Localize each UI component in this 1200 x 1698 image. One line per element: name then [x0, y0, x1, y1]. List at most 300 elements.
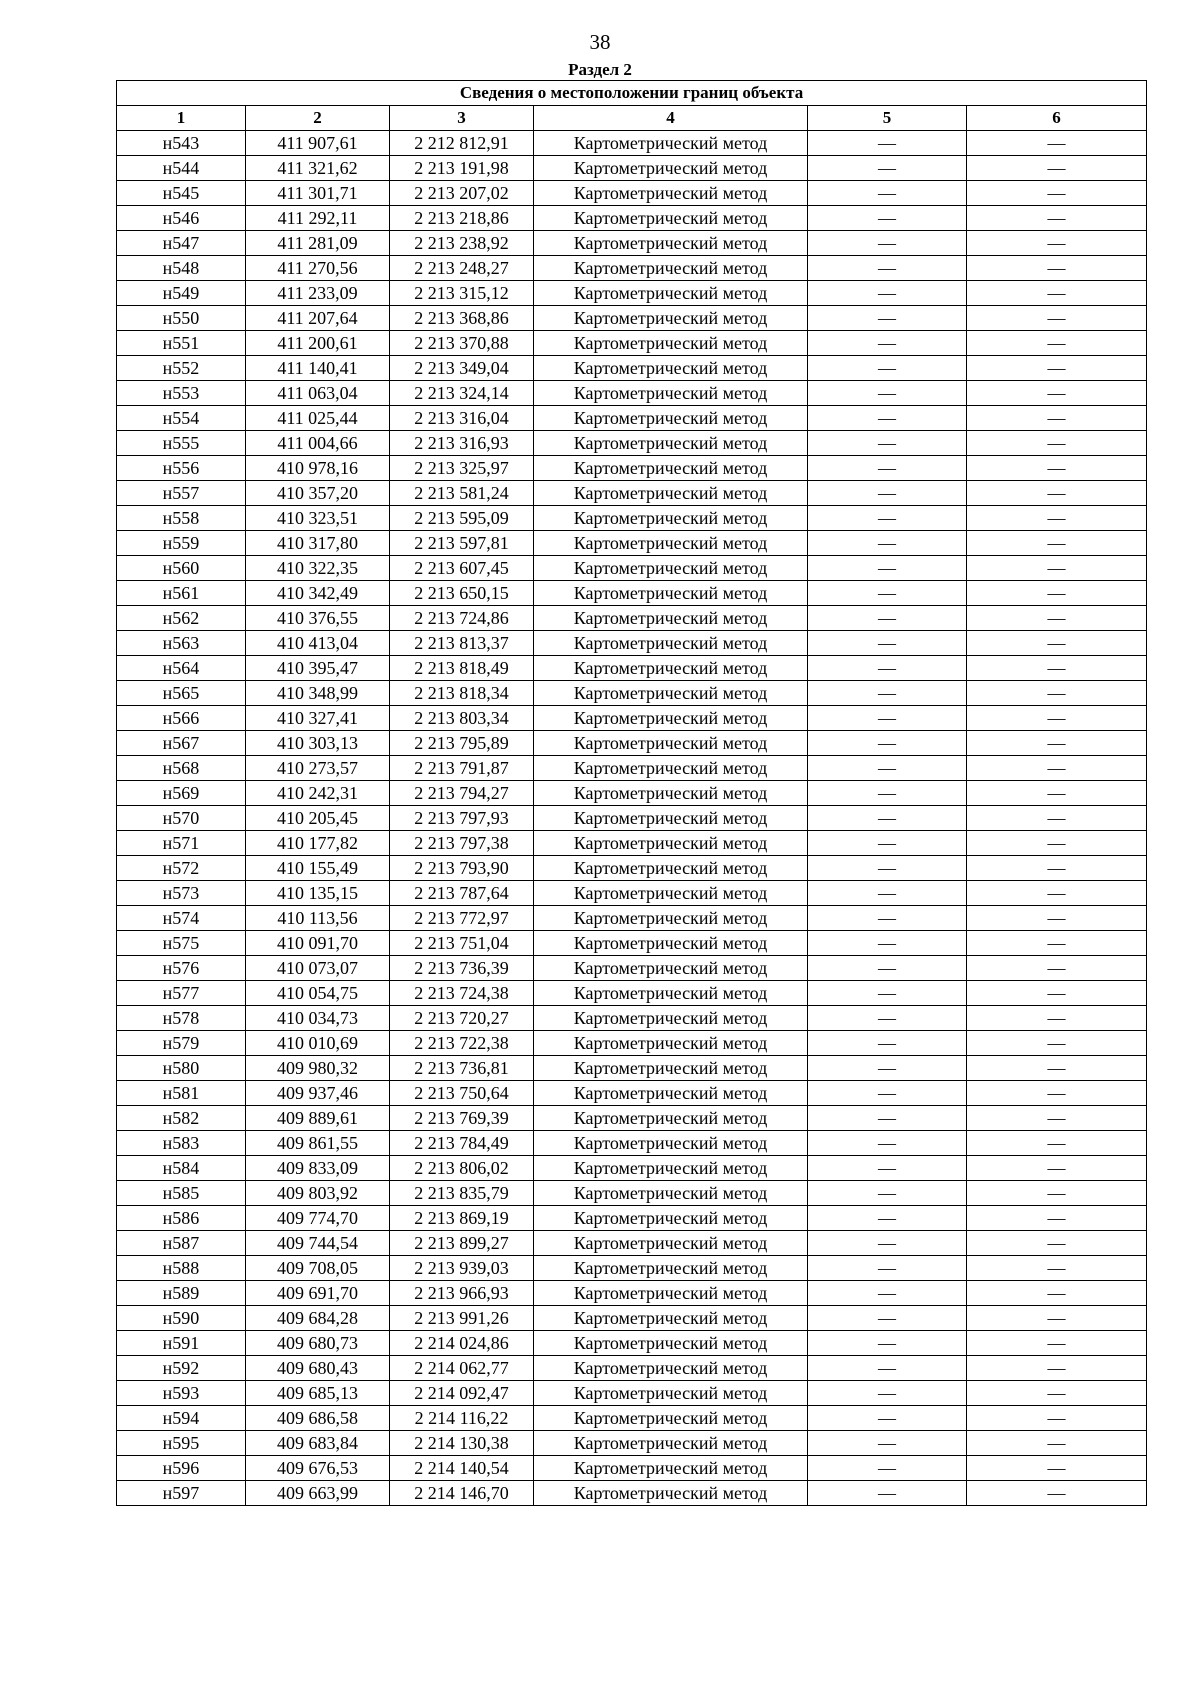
y-coordinate-cell: 2 214 146,70 — [390, 1481, 534, 1506]
table-row — [117, 1231, 1147, 1256]
y-coordinate-cell: 2 213 835,79 — [390, 1181, 534, 1206]
x-coordinate-cell: 409 708,05 — [246, 1256, 390, 1281]
x-coordinate-cell: 410 273,57 — [246, 756, 390, 781]
description-cell: — — [967, 1031, 1147, 1056]
description-cell: — — [967, 1106, 1147, 1131]
description-cell: — — [967, 906, 1147, 931]
accuracy-cell: — — [808, 1256, 967, 1281]
description-cell: — — [967, 456, 1147, 481]
description-cell: — — [967, 356, 1147, 381]
x-coordinate-cell: 411 140,41 — [246, 356, 390, 381]
x-coordinate-cell: 410 303,13 — [246, 731, 390, 756]
description-cell: — — [967, 1356, 1147, 1381]
method-cell: Картометрический метод — [534, 406, 808, 431]
y-coordinate-cell: 2 213 218,86 — [390, 206, 534, 231]
x-coordinate-cell: 409 691,70 — [246, 1281, 390, 1306]
x-coordinate-cell: 409 676,53 — [246, 1456, 390, 1481]
page-number: 38 — [589, 30, 611, 54]
method-cell: Картометрический метод — [534, 206, 808, 231]
table-row — [117, 531, 1147, 556]
method-cell: Картометрический метод — [534, 506, 808, 531]
point-id-cell: н582 — [117, 1106, 246, 1131]
x-coordinate-cell: 410 317,80 — [246, 531, 390, 556]
table-caption: Сведения о местоположении границ объекта — [117, 81, 1147, 106]
description-cell: — — [967, 331, 1147, 356]
y-coordinate-cell: 2 213 581,24 — [390, 481, 534, 506]
table-row — [117, 631, 1147, 656]
x-coordinate-cell: 410 413,04 — [246, 631, 390, 656]
description-cell: — — [967, 756, 1147, 781]
table-row — [117, 1206, 1147, 1231]
x-coordinate-cell: 410 113,56 — [246, 906, 390, 931]
point-id-cell: н590 — [117, 1306, 246, 1331]
method-cell: Картометрический метод — [534, 1256, 808, 1281]
column-header: 5 — [808, 106, 967, 131]
column-header: 1 — [117, 106, 246, 131]
x-coordinate-cell: 410 327,41 — [246, 706, 390, 731]
table-row — [117, 1256, 1147, 1281]
table-row — [117, 781, 1147, 806]
description-cell: — — [967, 1231, 1147, 1256]
x-coordinate-cell: 411 281,09 — [246, 231, 390, 256]
table-row — [117, 1081, 1147, 1106]
x-coordinate-cell: 411 321,62 — [246, 156, 390, 181]
method-cell: Картометрический метод — [534, 1206, 808, 1231]
point-id-cell: н587 — [117, 1231, 246, 1256]
accuracy-cell: — — [808, 131, 967, 156]
point-id-cell: н557 — [117, 481, 246, 506]
table-row — [117, 381, 1147, 406]
table-row — [117, 556, 1147, 581]
method-cell: Картометрический метод — [534, 381, 808, 406]
method-cell: Картометрический метод — [534, 981, 808, 1006]
description-cell: — — [967, 481, 1147, 506]
description-cell: — — [967, 1056, 1147, 1081]
x-coordinate-cell: 410 155,49 — [246, 856, 390, 881]
description-cell: — — [967, 1331, 1147, 1356]
y-coordinate-cell: 2 213 784,49 — [390, 1131, 534, 1156]
x-coordinate-cell: 411 063,04 — [246, 381, 390, 406]
y-coordinate-cell: 2 213 991,26 — [390, 1306, 534, 1331]
method-cell: Картометрический метод — [534, 231, 808, 256]
y-coordinate-cell: 2 213 650,15 — [390, 581, 534, 606]
accuracy-cell: — — [808, 981, 967, 1006]
table-row — [117, 431, 1147, 456]
method-cell: Картометрический метод — [534, 1431, 808, 1456]
boundary-coordinates-table — [116, 80, 1147, 1506]
accuracy-cell: — — [808, 206, 967, 231]
table-row — [117, 356, 1147, 381]
accuracy-cell: — — [808, 631, 967, 656]
accuracy-cell: — — [808, 1481, 967, 1506]
description-cell: — — [967, 1481, 1147, 1506]
y-coordinate-cell: 2 213 238,92 — [390, 231, 534, 256]
y-coordinate-cell: 2 214 092,47 — [390, 1381, 534, 1406]
accuracy-cell: — — [808, 381, 967, 406]
y-coordinate-cell: 2 213 772,97 — [390, 906, 534, 931]
description-cell: — — [967, 531, 1147, 556]
y-coordinate-cell: 2 214 024,86 — [390, 1331, 534, 1356]
method-cell: Картометрический метод — [534, 706, 808, 731]
method-cell: Картометрический метод — [534, 1381, 808, 1406]
accuracy-cell: — — [808, 406, 967, 431]
y-coordinate-cell: 2 212 812,91 — [390, 131, 534, 156]
table-row — [117, 331, 1147, 356]
table-row — [117, 606, 1147, 631]
y-coordinate-cell: 2 214 130,38 — [390, 1431, 534, 1456]
method-cell: Картометрический метод — [534, 356, 808, 381]
description-cell: — — [967, 381, 1147, 406]
description-cell: — — [967, 206, 1147, 231]
description-cell: — — [967, 856, 1147, 881]
method-cell: Картометрический метод — [534, 731, 808, 756]
method-cell: Картометрический метод — [534, 906, 808, 931]
accuracy-cell: — — [808, 906, 967, 931]
method-cell: Картометрический метод — [534, 681, 808, 706]
method-cell: Картометрический метод — [534, 306, 808, 331]
description-cell: — — [967, 806, 1147, 831]
description-cell: — — [967, 606, 1147, 631]
table-row — [117, 681, 1147, 706]
point-id-cell: н551 — [117, 331, 246, 356]
accuracy-cell: — — [808, 181, 967, 206]
x-coordinate-cell: 411 200,61 — [246, 331, 390, 356]
y-coordinate-cell: 2 213 751,04 — [390, 931, 534, 956]
y-coordinate-cell: 2 213 806,02 — [390, 1156, 534, 1181]
y-coordinate-cell: 2 213 316,93 — [390, 431, 534, 456]
y-coordinate-cell: 2 213 750,64 — [390, 1081, 534, 1106]
method-cell: Картометрический метод — [534, 1181, 808, 1206]
method-cell: Картометрический метод — [534, 1031, 808, 1056]
y-coordinate-cell: 2 213 791,87 — [390, 756, 534, 781]
method-cell: Картометрический метод — [534, 1131, 808, 1156]
y-coordinate-cell: 2 213 324,14 — [390, 381, 534, 406]
method-cell: Картометрический метод — [534, 456, 808, 481]
accuracy-cell: — — [808, 306, 967, 331]
column-number-row — [117, 106, 1147, 131]
point-id-cell: н579 — [117, 1031, 246, 1056]
y-coordinate-cell: 2 213 370,88 — [390, 331, 534, 356]
accuracy-cell: — — [808, 956, 967, 981]
y-coordinate-cell: 2 213 818,49 — [390, 656, 534, 681]
x-coordinate-cell: 411 025,44 — [246, 406, 390, 431]
point-id-cell: н567 — [117, 731, 246, 756]
x-coordinate-cell: 409 684,28 — [246, 1306, 390, 1331]
table-row — [117, 406, 1147, 431]
table-row — [117, 956, 1147, 981]
y-coordinate-cell: 2 213 724,86 — [390, 606, 534, 631]
table-row — [117, 906, 1147, 931]
accuracy-cell: — — [808, 231, 967, 256]
description-cell: — — [967, 1431, 1147, 1456]
method-cell: Картометрический метод — [534, 1081, 808, 1106]
accuracy-cell: — — [808, 1206, 967, 1231]
point-id-cell: н563 — [117, 631, 246, 656]
method-cell: Картометрический метод — [534, 531, 808, 556]
y-coordinate-cell: 2 213 722,38 — [390, 1031, 534, 1056]
table-row — [117, 1306, 1147, 1331]
accuracy-cell: — — [808, 856, 967, 881]
method-cell: Картометрический метод — [534, 1356, 808, 1381]
accuracy-cell: — — [808, 806, 967, 831]
method-cell: Картометрический метод — [534, 131, 808, 156]
accuracy-cell: — — [808, 831, 967, 856]
table-row — [117, 506, 1147, 531]
y-coordinate-cell: 2 213 795,89 — [390, 731, 534, 756]
y-coordinate-cell: 2 214 140,54 — [390, 1456, 534, 1481]
y-coordinate-cell: 2 213 793,90 — [390, 856, 534, 881]
point-id-cell: н550 — [117, 306, 246, 331]
description-cell: — — [967, 581, 1147, 606]
description-cell: — — [967, 956, 1147, 981]
accuracy-cell: — — [808, 156, 967, 181]
accuracy-cell: — — [808, 581, 967, 606]
x-coordinate-cell: 410 177,82 — [246, 831, 390, 856]
x-coordinate-cell: 410 322,35 — [246, 556, 390, 581]
point-id-cell: н583 — [117, 1131, 246, 1156]
description-cell: — — [967, 256, 1147, 281]
x-coordinate-cell: 409 663,99 — [246, 1481, 390, 1506]
column-header: 6 — [967, 106, 1147, 131]
x-coordinate-cell: 410 091,70 — [246, 931, 390, 956]
method-cell: Картометрический метод — [534, 631, 808, 656]
y-coordinate-cell: 2 213 794,27 — [390, 781, 534, 806]
method-cell: Картометрический метод — [534, 806, 808, 831]
description-cell: — — [967, 881, 1147, 906]
accuracy-cell: — — [808, 1106, 967, 1131]
method-cell: Картометрический метод — [534, 931, 808, 956]
point-id-cell: н589 — [117, 1281, 246, 1306]
method-cell: Картометрический метод — [534, 1306, 808, 1331]
table-row — [117, 306, 1147, 331]
point-id-cell: н553 — [117, 381, 246, 406]
description-cell: — — [967, 931, 1147, 956]
point-id-cell: н559 — [117, 531, 246, 556]
column-header: 3 — [390, 106, 534, 131]
table-row — [117, 206, 1147, 231]
accuracy-cell: — — [808, 506, 967, 531]
method-cell: Картометрический метод — [534, 1456, 808, 1481]
y-coordinate-cell: 2 213 316,04 — [390, 406, 534, 431]
section-title: Раздел 2 — [568, 60, 632, 79]
description-cell: — — [967, 781, 1147, 806]
point-id-cell: н576 — [117, 956, 246, 981]
accuracy-cell: — — [808, 281, 967, 306]
accuracy-cell: — — [808, 881, 967, 906]
x-coordinate-cell: 410 242,31 — [246, 781, 390, 806]
method-cell: Картометрический метод — [534, 756, 808, 781]
description-cell: — — [967, 231, 1147, 256]
point-id-cell: н572 — [117, 856, 246, 881]
table-row — [117, 1131, 1147, 1156]
description-cell: — — [967, 1381, 1147, 1406]
x-coordinate-cell: 409 803,92 — [246, 1181, 390, 1206]
accuracy-cell: — — [808, 681, 967, 706]
table-row — [117, 181, 1147, 206]
point-id-cell: н558 — [117, 506, 246, 531]
x-coordinate-cell: 409 833,09 — [246, 1156, 390, 1181]
table-body — [117, 131, 1147, 1506]
point-id-cell: н561 — [117, 581, 246, 606]
table-row — [117, 981, 1147, 1006]
boundary-table-container — [116, 80, 1146, 1506]
y-coordinate-cell: 2 213 720,27 — [390, 1006, 534, 1031]
point-id-cell: н580 — [117, 1056, 246, 1081]
description-cell: — — [967, 981, 1147, 1006]
accuracy-cell: — — [808, 1456, 967, 1481]
accuracy-cell: — — [808, 756, 967, 781]
point-id-cell: н588 — [117, 1256, 246, 1281]
point-id-cell: н570 — [117, 806, 246, 831]
accuracy-cell: — — [808, 931, 967, 956]
x-coordinate-cell: 410 010,69 — [246, 1031, 390, 1056]
y-coordinate-cell: 2 213 818,34 — [390, 681, 534, 706]
method-cell: Картометрический метод — [534, 281, 808, 306]
description-cell: — — [967, 1206, 1147, 1231]
point-id-cell: н564 — [117, 656, 246, 681]
x-coordinate-cell: 410 376,55 — [246, 606, 390, 631]
table-row — [117, 856, 1147, 881]
table-row — [117, 731, 1147, 756]
x-coordinate-cell: 409 774,70 — [246, 1206, 390, 1231]
column-header: 2 — [246, 106, 390, 131]
x-coordinate-cell: 409 861,55 — [246, 1131, 390, 1156]
accuracy-cell: — — [808, 1306, 967, 1331]
description-cell: — — [967, 1131, 1147, 1156]
y-coordinate-cell: 2 213 899,27 — [390, 1231, 534, 1256]
accuracy-cell: — — [808, 1031, 967, 1056]
y-coordinate-cell: 2 213 769,39 — [390, 1106, 534, 1131]
y-coordinate-cell: 2 213 803,34 — [390, 706, 534, 731]
method-cell: Картометрический метод — [534, 1331, 808, 1356]
x-coordinate-cell: 410 978,16 — [246, 456, 390, 481]
accuracy-cell: — — [808, 456, 967, 481]
accuracy-cell: — — [808, 731, 967, 756]
description-cell: — — [967, 181, 1147, 206]
x-coordinate-cell: 410 342,49 — [246, 581, 390, 606]
point-id-cell: н566 — [117, 706, 246, 731]
x-coordinate-cell: 410 205,45 — [246, 806, 390, 831]
y-coordinate-cell: 2 213 595,09 — [390, 506, 534, 531]
table-row — [117, 156, 1147, 181]
y-coordinate-cell: 2 213 368,86 — [390, 306, 534, 331]
method-cell: Картометрический метод — [534, 256, 808, 281]
description-cell: — — [967, 1081, 1147, 1106]
y-coordinate-cell: 2 213 787,64 — [390, 881, 534, 906]
point-id-cell: н562 — [117, 606, 246, 631]
point-id-cell: н581 — [117, 1081, 246, 1106]
table-row — [117, 1406, 1147, 1431]
table-row — [117, 1006, 1147, 1031]
y-coordinate-cell: 2 213 736,81 — [390, 1056, 534, 1081]
description-cell: — — [967, 306, 1147, 331]
point-id-cell: н554 — [117, 406, 246, 431]
y-coordinate-cell: 2 213 797,93 — [390, 806, 534, 831]
point-id-cell: н555 — [117, 431, 246, 456]
point-id-cell: н592 — [117, 1356, 246, 1381]
x-coordinate-cell: 409 685,13 — [246, 1381, 390, 1406]
x-coordinate-cell: 411 301,71 — [246, 181, 390, 206]
x-coordinate-cell: 409 680,43 — [246, 1356, 390, 1381]
y-coordinate-cell: 2 214 062,77 — [390, 1356, 534, 1381]
table-row — [117, 1281, 1147, 1306]
x-coordinate-cell: 410 135,15 — [246, 881, 390, 906]
method-cell: Картометрический метод — [534, 1156, 808, 1181]
point-id-cell: н543 — [117, 131, 246, 156]
x-coordinate-cell: 410 054,75 — [246, 981, 390, 1006]
table-row — [117, 1331, 1147, 1356]
accuracy-cell: — — [808, 1056, 967, 1081]
accuracy-cell: — — [808, 531, 967, 556]
x-coordinate-cell: 410 357,20 — [246, 481, 390, 506]
description-cell: — — [967, 431, 1147, 456]
accuracy-cell: — — [808, 1431, 967, 1456]
method-cell: Картометрический метод — [534, 581, 808, 606]
method-cell: Картометрический метод — [534, 556, 808, 581]
x-coordinate-cell: 411 233,09 — [246, 281, 390, 306]
point-id-cell: н546 — [117, 206, 246, 231]
accuracy-cell: — — [808, 706, 967, 731]
accuracy-cell: — — [808, 656, 967, 681]
table-row — [117, 281, 1147, 306]
y-coordinate-cell: 2 213 939,03 — [390, 1256, 534, 1281]
point-id-cell: н586 — [117, 1206, 246, 1231]
description-cell: — — [967, 281, 1147, 306]
table-row — [117, 656, 1147, 681]
description-cell: — — [967, 1406, 1147, 1431]
method-cell: Картометрический метод — [534, 156, 808, 181]
method-cell: Картометрический метод — [534, 1281, 808, 1306]
method-cell: Картометрический метод — [534, 831, 808, 856]
column-header: 4 — [534, 106, 808, 131]
table-row — [117, 831, 1147, 856]
table-row — [117, 131, 1147, 156]
description-cell: — — [967, 681, 1147, 706]
point-id-cell: н549 — [117, 281, 246, 306]
y-coordinate-cell: 2 213 248,27 — [390, 256, 534, 281]
point-id-cell: н591 — [117, 1331, 246, 1356]
point-id-cell: н594 — [117, 1406, 246, 1431]
point-id-cell: н552 — [117, 356, 246, 381]
description-cell: — — [967, 556, 1147, 581]
x-coordinate-cell: 409 680,73 — [246, 1331, 390, 1356]
y-coordinate-cell: 2 213 325,97 — [390, 456, 534, 481]
method-cell: Картометрический метод — [534, 881, 808, 906]
accuracy-cell: — — [808, 1131, 967, 1156]
description-cell: — — [967, 731, 1147, 756]
description-cell: — — [967, 1181, 1147, 1206]
point-id-cell: н577 — [117, 981, 246, 1006]
x-coordinate-cell: 409 686,58 — [246, 1406, 390, 1431]
method-cell: Картометрический метод — [534, 1106, 808, 1131]
y-coordinate-cell: 2 213 191,98 — [390, 156, 534, 181]
description-cell: — — [967, 1006, 1147, 1031]
x-coordinate-cell: 409 937,46 — [246, 1081, 390, 1106]
point-id-cell: н574 — [117, 906, 246, 931]
point-id-cell: н560 — [117, 556, 246, 581]
point-id-cell: н556 — [117, 456, 246, 481]
accuracy-cell: — — [808, 556, 967, 581]
accuracy-cell: — — [808, 781, 967, 806]
method-cell: Картометрический метод — [534, 331, 808, 356]
table-row — [117, 231, 1147, 256]
y-coordinate-cell: 2 213 597,81 — [390, 531, 534, 556]
table-row — [117, 1181, 1147, 1206]
description-cell: — — [967, 1156, 1147, 1181]
accuracy-cell: — — [808, 481, 967, 506]
y-coordinate-cell: 2 213 869,19 — [390, 1206, 534, 1231]
point-id-cell: н595 — [117, 1431, 246, 1456]
